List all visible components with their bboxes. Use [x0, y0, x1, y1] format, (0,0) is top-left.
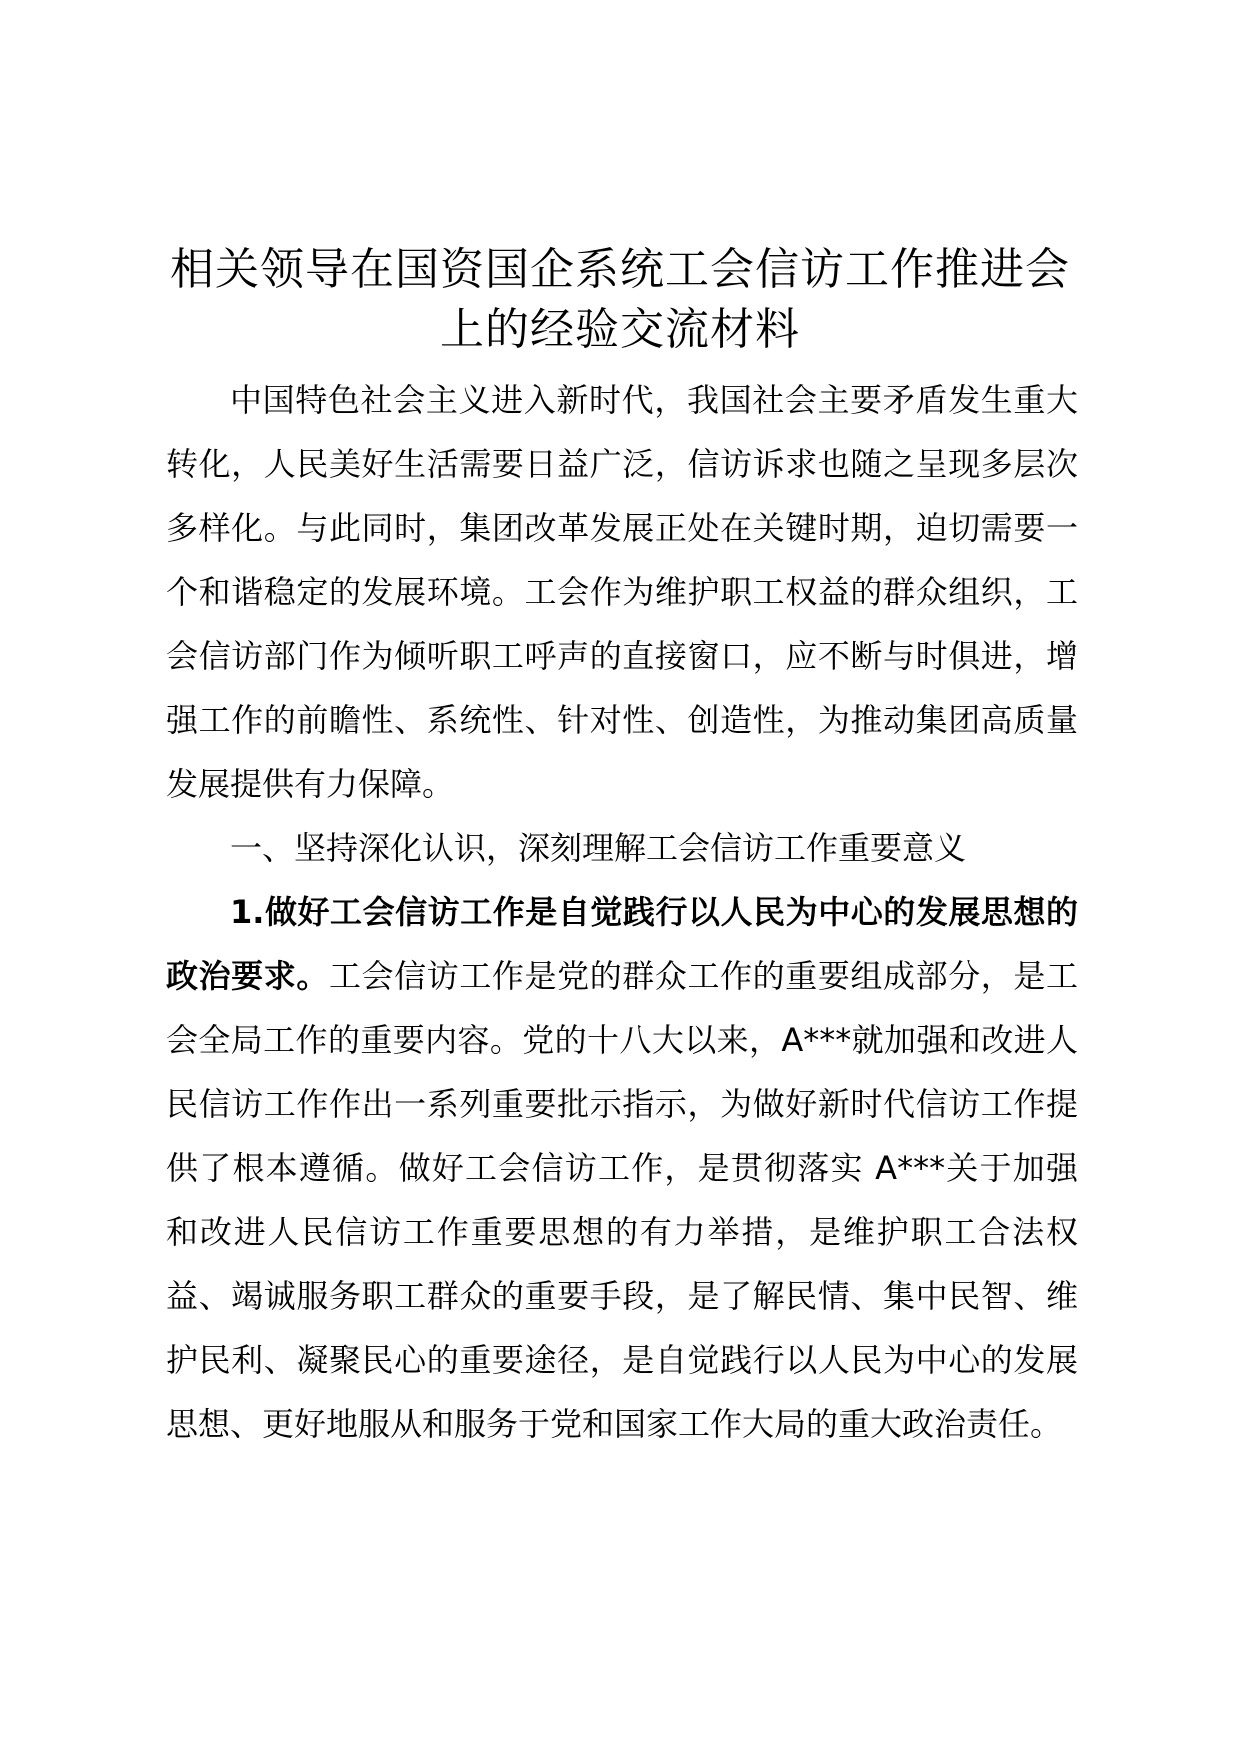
point-body-text: 工会信访工作是党的群众工作的重要组成部分，是工会全局工作的重要内容。党的十八大以来，A***就加强和改进人民信访工作作出一系列重要批示指示，为做好新时代信访工作提供了根本遵循。做好工会信访工作，是贯彻落实 A***关于加强和改进人民信访工作重要思想的有力举措，是维护职工合法权益、竭诚服务职工群众的重要手段，是了解民情、集中民智、维护民利、凝聚民心的重要途径，是自觉践行以人民为中心的发展思想、更好地服从和服务于党和国家工作大局的重大政治责任。: [166, 957, 1078, 1443]
document-body: [166, 368, 1078, 1456]
document-title: [150, 240, 1090, 360]
title-line-1: 相关领导在国资国企系统工会信访工作推进会: [170, 244, 1070, 295]
section-heading: 一、坚持深化认识，深刻理解工会信访工作重要意义: [230, 829, 967, 867]
point-paragraph: [166, 880, 1078, 1456]
intro-paragraph: 中国特色社会主义进入新时代，我国社会主要矛盾发生重大转化，人民美好生活需要日益广泛，信访诉求也随之呈现多层次多样化。与此同时，集团改革发展正处在关键时期，迫切需要一个和谐稳定的发展环境。工会作为维护职工权益的群众组织，工会信访部门作为倾听职工呼声的直接窗口，应不断与时俱进，增强工作的前瞻性、系统性、针对性、创造性，为推动集团高质量发展提供有力保障。: [166, 381, 1078, 803]
title-line-2: 上的经验交流材料: [440, 304, 800, 355]
point-lead-sentence: 1.做好工会信访工作是自觉践行以人民为中心的发展思想的政治要求。: [166, 893, 1078, 995]
